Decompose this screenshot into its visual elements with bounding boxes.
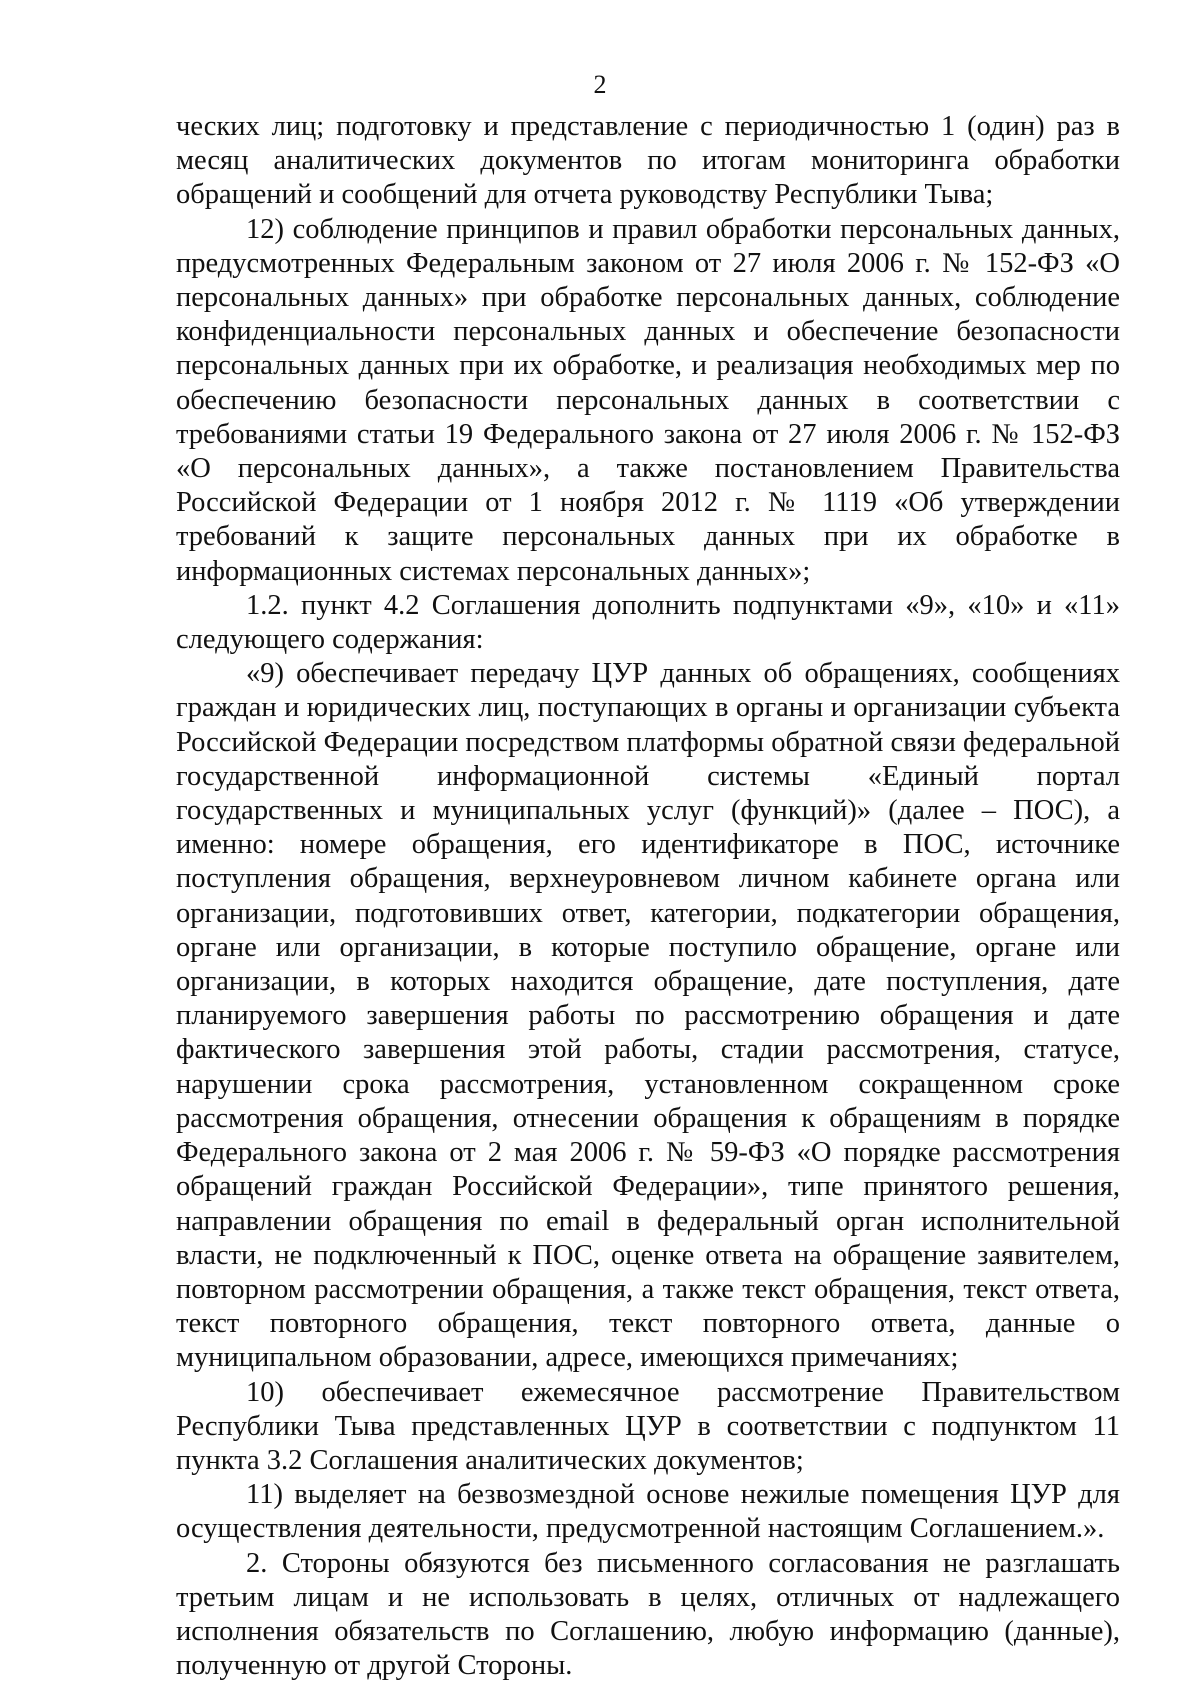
paragraph-continuation: ческих лиц; подготовку и представление с периодичностью 1 (один) раз в месяц аналитических документов по итогам мониторинга обработки обращений и сообщений для отчета руководству Республики Тыва; — [176, 111, 1120, 211]
paragraph-item-10: 10) обеспечивает ежемесячное рассмотрение Правительством Республики Тыва представленных ЦУР в соответствии с подпунктом 11 пункта 3.2 Соглашения аналитических документов; — [176, 1376, 1120, 1476]
paragraph-item-11: 11) выделяет на безвозмездной основе нежилые помещения ЦУР для осуществления деятельности, предусмотренной настоящим Соглашением.». — [176, 1479, 1120, 1545]
paragraph-clause-1-2: 1.2. пункт 4.2 Соглашения дополнить подпунктами «9», «10» и «11» следующего содержания: — [176, 589, 1120, 656]
page-number: 2 — [593, 70, 607, 99]
paragraph-item-9: «9) обеспечивает передачу ЦУР данных об обращениях, сообщениях граждан и юридических лиц, поступающих в органы и организации субъекта Российской Федерации посредством платформы обратной связи федеральной государственной информационной системы «Единый портал государственных и муниципальных услуг (функций)» (далее – ПОС), а именно: номере обращения, его идентификаторе в ПОС, источнике поступления обращения, верхнеуровневом личном кабинете органа или организации, подготовивших ответ, категории, подкатегории обращения, органе или организации, в которые поступило обращение, органе или организации, в которых находится обращение, дате поступления, дате планируемого завершения работы по рассмотрению обращения и дате фактического завершения этой работы, стадии рассмотрения, статусе, нарушении срока рассмотрения, установленном сокращенном сроке рассмотрения обращения, отнесении обращения к обращениям в порядке Федерального закона от 2 мая 2006 г. № 59-ФЗ «О порядке рассмотрения обращений граждан Российской Федерации», типе принятого решения, направлении обращения по email в федеральный орган исполнительной власти, не подключенный к ПОС, оценке ответа на обращение заявителем, повторном рассмотрении обращения, а также текст обращения, текст ответа, текст повторного обращения, текст повторного ответа, данные о муниципальном образовании, адресе, имеющихся примечаниях; — [176, 658, 1120, 1374]
paragraph-item-12: 12) соблюдение принципов и правил обработки персональных данных, предусмотренных Федеральным законом от 27 июля 2006 г. № 152-ФЗ «О персональных данных» при обработке персональных данных, соблюдение конфиденциальности персональных данных и обеспечение безопасности персональных данных при их обработке, и реализация необходимых мер по обеспечению безопасности персональных данных в соответствии с требованиями статьи 19 Федерального закона от 27 июля 2006 г. № 152-ФЗ «О персональных данных», а также постановлением Правительства Российской Федерации от 1 ноября 2012 г. № 1119 «Об утверждении требований к защите персональных данных при их обработке в информационных системах персональных данных»; — [176, 213, 1120, 587]
paragraph-section-2: 2. Стороны обязуются без письменного согласования не разглашать третьим лицам и не использовать в целях, отличных от надлежащего исполнения обязательств по Соглашению, любую информацию (данные), полученную от другой Стороны. — [176, 1547, 1120, 1682]
document-body — [176, 110, 1120, 1683]
